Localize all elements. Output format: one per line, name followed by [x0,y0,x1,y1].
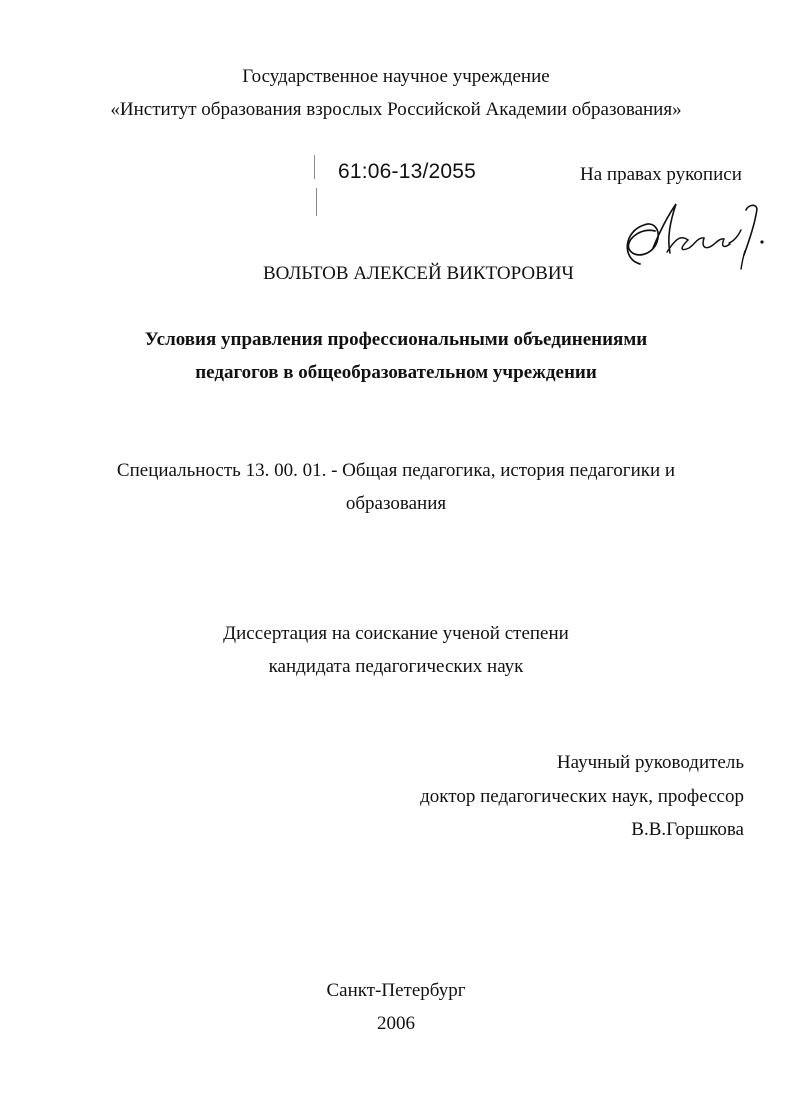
rights-note: На правах рукописи [580,164,742,185]
institution-line-2: «Институт образования взрослых Российской Академии образования» [110,99,682,120]
handwritten-signature-icon [617,192,767,284]
institution-line-1: Государственное научное учреждение [242,66,550,87]
specialty-line-1: Специальность 13. 00. 01. - Общая педагогика, история педагогики и [116,460,676,481]
thesis-title-line-1: Условия управления профессиональными объединениями [144,329,648,350]
supervisor-degree: доктор педагогических наук, профессор [420,786,744,807]
supervisor-role: Научный руководитель [556,752,744,773]
dissertation-line-1: Диссертация на соискание ученой степени [223,623,569,644]
dissertation-line-2: кандидата педагогических наук [268,656,524,677]
registry-mark-line-lower [316,188,317,216]
registry-number: 61:06-13/2055 [338,160,477,183]
author-name: ВОЛЬТОВ АЛЕКСЕЙ ВИКТОРОВИЧ [263,263,574,284]
specialty-line-2: образования [345,493,447,514]
city: Санкт-Петербург [326,980,466,1001]
thesis-title-line-2: педагогов в общеобразовательном учреждении [195,362,597,383]
year: 2006 [377,1013,415,1034]
supervisor-name: В.В.Горшкова [631,819,744,840]
registry-mark-line [314,155,315,179]
